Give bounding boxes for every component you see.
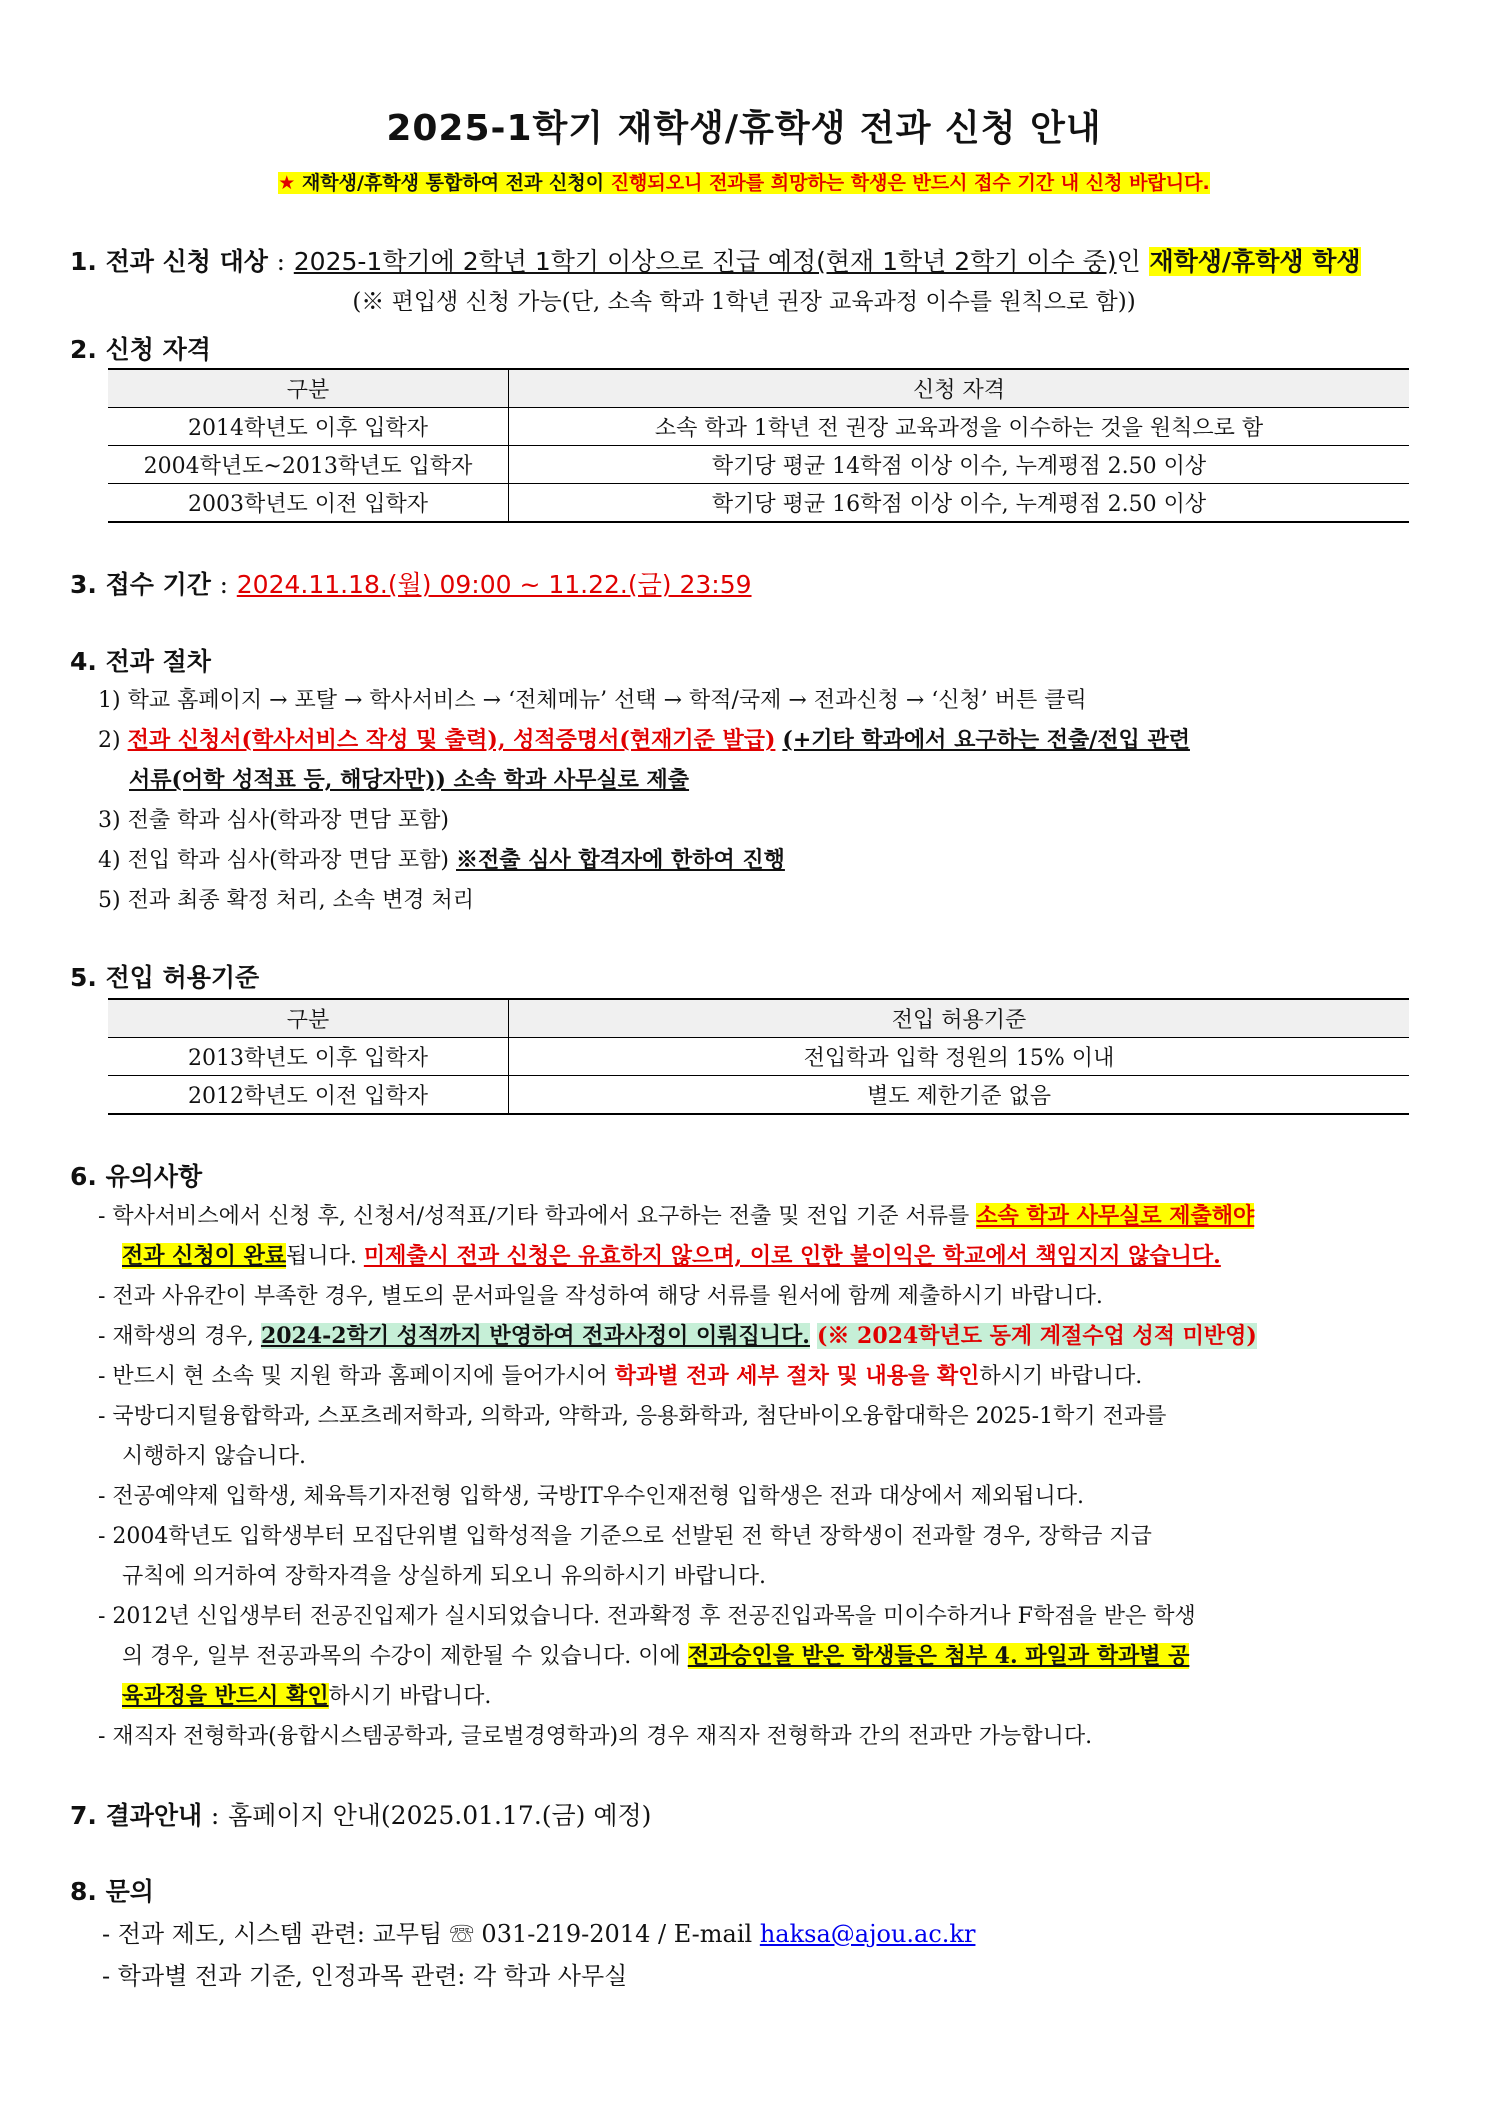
caution-7-cont: 규칙에 의거하여 장학자격을 상실하게 되오니 유의하시기 바랍니다. bbox=[122, 1564, 767, 1589]
section-3-heading: 3. 접수 기간 bbox=[70, 570, 211, 599]
procedure-step-1: 1) 학교 홈페이지 → 포탈 → 학사서비스 → ‘전체메뉴’ 선택 → 학적/국제 → 전과신청 → ‘신청’ 버튼 클릭 bbox=[98, 688, 1087, 713]
section-3: 3. 접수 기간 : 2024.11.18.(월) 09:00 ~ 11.22.(금) 23:59 bbox=[70, 570, 752, 599]
application-period: 2024.11.18.(월) 09:00 ~ 11.22.(금) 23:59 bbox=[236, 570, 752, 599]
section-6-heading: 6. 유의사항 bbox=[70, 1162, 203, 1191]
table-row: 2012학년도 이전 입학자 별도 제한기준 없음 bbox=[108, 1076, 1409, 1115]
caution-4: - 반드시 현 소속 및 지원 학과 홈페이지에 들어가시어 학과별 전과 세부 절차 및 내용을 확인하시기 바랍니다. bbox=[98, 1363, 1143, 1389]
caution-8-cont: 의 경우, 일부 전공과목의 수강이 제한될 수 있습니다. 이에 전과승인을 받은 학생들은 첨부 4. 파일과 학과별 공 bbox=[122, 1643, 1190, 1669]
section-1-heading: 1. 전과 신청 대상 bbox=[70, 247, 268, 276]
caution-6: - 전공예약제 입학생, 체육특기자전형 입학생, 국방IT우수인재전형 입학생은 전과 대상에서 제외됩니다. bbox=[98, 1484, 1085, 1509]
notice-banner bbox=[0, 168, 1488, 195]
caution-8: - 2012년 신입생부터 전공진입제가 실시되었습니다. 전과확정 후 전공진입과목을 미이수하거나 F학점을 받은 학생 bbox=[98, 1604, 1196, 1629]
star-icon: ★ bbox=[278, 172, 296, 194]
procedure-step-2-cont: 서류(어학 성적표 등, 해당자만)) 소속 학과 사무실로 제출 bbox=[129, 767, 690, 793]
section-8-heading: 8. 문의 bbox=[70, 1877, 154, 1906]
caution-5-cont: 시행하지 않습니다. bbox=[122, 1444, 307, 1469]
section-2-heading: 2. 신청 자격 bbox=[70, 335, 211, 364]
table-row: 2003학년도 이전 입학자 학기당 평균 16학점 이상 이수, 누계평점 2.50 이상 bbox=[108, 484, 1409, 523]
eligibility-table bbox=[108, 368, 1409, 523]
section-7: 7. 결과안내 : 홈페이지 안내(2025.01.17.(금) 예정) bbox=[70, 1801, 652, 1830]
caution-1: - 학사서비스에서 신청 후, 신청서/성적표/기타 학과에서 요구하는 전출 및 전입 기준 서류를 소속 학과 사무실로 제출해야 bbox=[98, 1203, 1255, 1229]
page-title: 2025-1학기 재학생/휴학생 전과 신청 안내 bbox=[386, 108, 1102, 149]
section-5-heading: 5. 전입 허용기준 bbox=[70, 963, 260, 992]
result-announcement: 홈페이지 안내(2025.01.17.(금) 예정) bbox=[228, 1801, 652, 1830]
procedure-step-5: 5) 전과 최종 확정 처리, 소속 변경 처리 bbox=[98, 888, 475, 913]
table-header-row: 구분 신청 자격 bbox=[108, 369, 1409, 408]
table-row: 2013학년도 이후 입학자 전입학과 입학 정원의 15% 이내 bbox=[108, 1038, 1409, 1076]
section-1: 1. 전과 신청 대상 : 2025-1학기에 2학년 1학기 이상으로 진급 예정(현재 1학년 2학기 이수 중)인 재학생/휴학생 학생 bbox=[70, 247, 1361, 276]
table-row: 2014학년도 이후 입학자 소속 학과 1학년 전 권장 교육과정을 이수하는 것을 원칙으로 함 bbox=[108, 408, 1409, 446]
caution-9: - 재직자 전형학과(융합시스템공학과, 글로벌경영학과)의 경우 재직자 전형학과 간의 전과만 가능합니다. bbox=[98, 1724, 1093, 1749]
table-row: 2004학년도~2013학년도 입학자 학기당 평균 14학점 이상 이수, 누계평점 2.50 이상 bbox=[108, 446, 1409, 484]
caution-1-cont: 전과 신청이 완료됩니다. 미제출시 전과 신청은 유효하지 않으며, 이로 인한 불이익은 학교에서 책임지지 않습니다. bbox=[122, 1243, 1221, 1269]
caution-3: - 재학생의 경우, 2024-2학기 성적까지 반영하여 전과사정이 이뤄집니다. (※ 2024학년도 동계 계절수업 성적 미반영) bbox=[98, 1323, 1257, 1349]
section-7-heading: 7. 결과안내 bbox=[70, 1801, 203, 1830]
procedure-step-3: 3) 전출 학과 심사(학과장 면담 포함) bbox=[98, 808, 449, 833]
email-link[interactable]: haksa@ajou.ac.kr bbox=[759, 1920, 976, 1948]
procedure-step-4: 4) 전입 학과 심사(학과장 면담 포함) ※전출 심사 합격자에 한하여 진행 bbox=[98, 847, 785, 873]
admission-criteria-table bbox=[108, 998, 1409, 1115]
contact-1: - 전과 제도, 시스템 관련: 교무팀 ☏ 031-219-2014 / E-mail haksa@ajou.ac.kr bbox=[102, 1920, 976, 1948]
transfer-student-note: (※ 편입생 신청 가능(단, 소속 학과 1학년 권장 교육과정 이수를 원칙으로 함)) bbox=[352, 289, 1136, 315]
contact-2: - 학과별 전과 기준, 인정과목 관련: 각 학과 사무실 bbox=[102, 1962, 628, 1990]
procedure-step-2: 2) 전과 신청서(학사서비스 작성 및 출력), 성적증명서(현재기준 발급) (+기타 학과에서 요구하는 전출/전입 관련 bbox=[98, 727, 1190, 753]
target-description: 2025-1학기에 2학년 1학기 이상으로 진급 예정(현재 1학년 2학기 이수 중) bbox=[293, 247, 1117, 276]
notice-highlight: ★ 재학생/휴학생 통합하여 전과 신청이 진행되오니 전과를 희망하는 학생은 반드시 접수 기간 내 신청 바랍니다. bbox=[278, 172, 1210, 194]
table-header-row: 구분 전입 허용기준 bbox=[108, 999, 1409, 1038]
section-4-heading: 4. 전과 절차 bbox=[70, 647, 211, 676]
caution-2: - 전과 사유칸이 부족한 경우, 별도의 문서파일을 작성하여 해당 서류를 원서에 함께 제출하시기 바랍니다. bbox=[98, 1284, 1103, 1309]
target-highlight: 재학생/휴학생 학생 bbox=[1149, 247, 1361, 276]
caution-7: - 2004학년도 입학생부터 모집단위별 입학성적을 기준으로 선발된 전 학년 장학생이 전과할 경우, 장학금 지급 bbox=[98, 1524, 1152, 1549]
caution-5: - 국방디지털융합학과, 스포츠레저학과, 의학과, 약학과, 응용화학과, 첨단바이오융합대학은 2025-1학기 전과를 bbox=[98, 1404, 1167, 1429]
caution-8-cont2: 육과정을 반드시 확인하시기 바랍니다. bbox=[122, 1683, 492, 1709]
